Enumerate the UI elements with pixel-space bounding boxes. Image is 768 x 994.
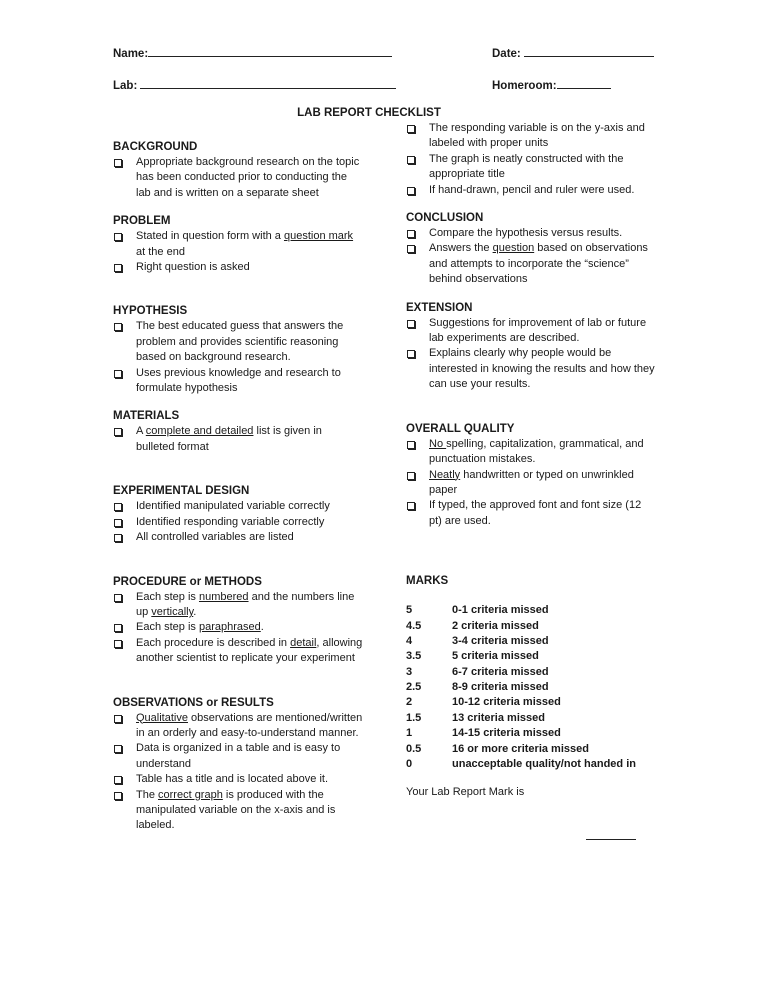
checklist-item[interactable]: The graph is neatly constructed with the appropriate title: [406, 152, 656, 183]
section-experimental-design: [113, 485, 363, 545]
section-procedure: [113, 576, 363, 667]
checklist-item[interactable]: Each step is paraphrased.: [113, 620, 363, 635]
checkbox-icon[interactable]: [114, 640, 122, 648]
marks-row: 1.5 13 criteria missed: [406, 711, 545, 724]
checkbox-icon[interactable]: [114, 264, 122, 272]
checkbox-icon[interactable]: [114, 624, 122, 632]
marks-row: 1 14-15 criteria missed: [406, 727, 561, 740]
date-line: [524, 45, 654, 57]
checkbox-icon[interactable]: [407, 502, 415, 510]
checklist-item[interactable]: The correct graph is produced with the manipulated variable on the x-axis and is labeled.: [113, 788, 363, 834]
homeroom-line: [557, 77, 611, 89]
left-column: [113, 141, 363, 834]
right-column: [406, 121, 656, 798]
checklist-item[interactable]: Identified manipulated variable correctly: [113, 499, 363, 514]
name-line: [148, 45, 392, 57]
checklist-item[interactable]: Qualitative observations are mentioned/written in an orderly and easy-to-understand manner.: [113, 711, 363, 742]
checklist-item[interactable]: Neatly handwritten or typed on unwrinkled paper: [406, 468, 656, 499]
checklist-item[interactable]: Appropriate background research on the topic has been conducted prior to conducting the lab and is written on a separate sheet: [113, 155, 363, 201]
marks-row: 0 unacceptable quality/not handed in: [406, 758, 636, 771]
marks-row: 0.5 16 or more criteria missed: [406, 742, 589, 755]
checkbox-icon[interactable]: [114, 519, 122, 527]
checkbox-icon[interactable]: [114, 503, 122, 511]
date-label: Date:: [492, 48, 521, 60]
checklist-item[interactable]: Answers the question based on observations and attempts to incorporate the “science” behind observations: [406, 241, 656, 287]
section-overall-quality: [406, 423, 656, 529]
section-heading: OVERALL QUALITY: [406, 422, 515, 435]
checkbox-icon[interactable]: [114, 776, 122, 784]
checklist-item[interactable]: Data is organized in a table and is easy to understand: [113, 741, 363, 772]
checkbox-icon[interactable]: [407, 187, 415, 195]
checklist-item[interactable]: Explains clearly why people would be interested in knowing the results and how they can use your results.: [406, 346, 656, 392]
checkbox-icon[interactable]: [407, 320, 415, 328]
marks-table: [406, 603, 656, 772]
checklist-item[interactable]: The best educated guess that answers the problem and provides scientific reasoning based on background research.: [113, 319, 363, 365]
homeroom-label: Homeroom:: [492, 80, 557, 92]
section-hypothesis: [113, 305, 363, 396]
lab-line: [140, 77, 396, 89]
page-title: LAB REPORT CHECKLIST: [297, 107, 441, 119]
homeroom-field[interactable]: [492, 77, 611, 92]
marks-row: 3.5 5 criteria missed: [406, 650, 539, 663]
checkbox-icon[interactable]: [407, 441, 415, 449]
your-mark-label: Your Lab Report Mark is: [406, 786, 525, 799]
checklist-item[interactable]: A complete and detailed list is given in bulleted format: [113, 424, 363, 455]
checklist-item[interactable]: Identified responding variable correctly: [113, 515, 363, 530]
checklist-item[interactable]: Suggestions for improvement of lab or future lab experiments are described.: [406, 316, 656, 347]
lab-label: Lab:: [113, 80, 138, 92]
checkbox-icon[interactable]: [407, 350, 415, 358]
lab-field[interactable]: [113, 77, 396, 92]
section-observations: [113, 697, 363, 834]
name-label: Name:: [113, 48, 149, 60]
section-heading: MARKS: [406, 575, 449, 588]
section-marks: [406, 575, 656, 798]
checklist-item[interactable]: The responding variable is on the y-axis and labeled with proper units: [406, 121, 656, 152]
checkbox-icon[interactable]: [407, 472, 415, 480]
checkbox-icon[interactable]: [114, 715, 122, 723]
marks-row: 2 10-12 criteria missed: [406, 696, 561, 709]
checkbox-icon[interactable]: [114, 428, 122, 436]
section-problem: [113, 215, 363, 275]
checkbox-icon[interactable]: [114, 159, 122, 167]
checkbox-icon[interactable]: [114, 792, 122, 800]
checkbox-icon[interactable]: [114, 594, 122, 602]
section-materials: [113, 410, 363, 455]
checkbox-icon[interactable]: [407, 156, 415, 164]
section-heading: MATERIALS: [113, 410, 180, 423]
checklist-item[interactable]: No spelling, capitalization, grammatical, and punctuation mistakes.: [406, 437, 656, 468]
date-field[interactable]: [492, 45, 654, 60]
checkbox-icon[interactable]: [114, 233, 122, 241]
checklist-item[interactable]: Stated in question form with a question mark at the end: [113, 229, 363, 260]
section-heading: EXTENSION: [406, 301, 473, 314]
section-heading: OBSERVATIONS or RESULTS: [113, 696, 274, 709]
checkbox-icon[interactable]: [114, 745, 122, 753]
section-extension: [406, 302, 656, 393]
section-heading: BACKGROUND: [113, 141, 198, 153]
section-background: [113, 141, 363, 201]
checkbox-icon[interactable]: [407, 230, 415, 238]
checklist-item[interactable]: Right question is asked: [113, 260, 363, 275]
checklist-item[interactable]: If typed, the approved font and font size (12 pt) are used.: [406, 498, 656, 529]
checkbox-icon[interactable]: [114, 370, 122, 378]
checklist-item[interactable]: If hand-drawn, pencil and ruler were used.: [406, 183, 656, 198]
checklist-item[interactable]: Uses previous knowledge and research to formulate hypothesis: [113, 366, 363, 397]
section-heading: CONCLUSION: [406, 212, 484, 225]
checkbox-icon[interactable]: [114, 323, 122, 331]
marks-row: 4 3-4 criteria missed: [406, 634, 549, 647]
marks-row: 5 0-1 criteria missed: [406, 604, 549, 617]
section-heading: PROBLEM: [113, 215, 171, 228]
marks-row: 4.5 2 criteria missed: [406, 619, 539, 632]
marks-row: 3 6-7 criteria missed: [406, 665, 549, 678]
section-graph-continued: [406, 121, 656, 198]
section-heading: PROCEDURE or METHODS: [113, 575, 262, 588]
section-conclusion: [406, 212, 656, 288]
checkbox-icon[interactable]: [114, 534, 122, 542]
checklist-item[interactable]: All controlled variables are listed: [113, 530, 363, 545]
checklist-item[interactable]: Table has a title and is located above it.: [113, 772, 363, 787]
section-heading: HYPOTHESIS: [113, 305, 188, 318]
checklist-item[interactable]: Each step is numbered and the numbers line up vertically.: [113, 590, 363, 621]
checkbox-icon[interactable]: [407, 125, 415, 133]
checklist-item[interactable]: Compare the hypothesis versus results.: [406, 226, 656, 241]
checklist-item[interactable]: Each procedure is described in detail, allowing another scientist to replicate your experiment: [113, 636, 363, 667]
checkbox-icon[interactable]: [407, 245, 415, 253]
your-mark-field[interactable]: [586, 828, 636, 843]
your-mark-line: [586, 828, 636, 840]
marks-row: 2.5 8-9 criteria missed: [406, 681, 549, 694]
name-field[interactable]: [113, 45, 392, 60]
section-heading: EXPERIMENTAL DESIGN: [113, 485, 250, 498]
